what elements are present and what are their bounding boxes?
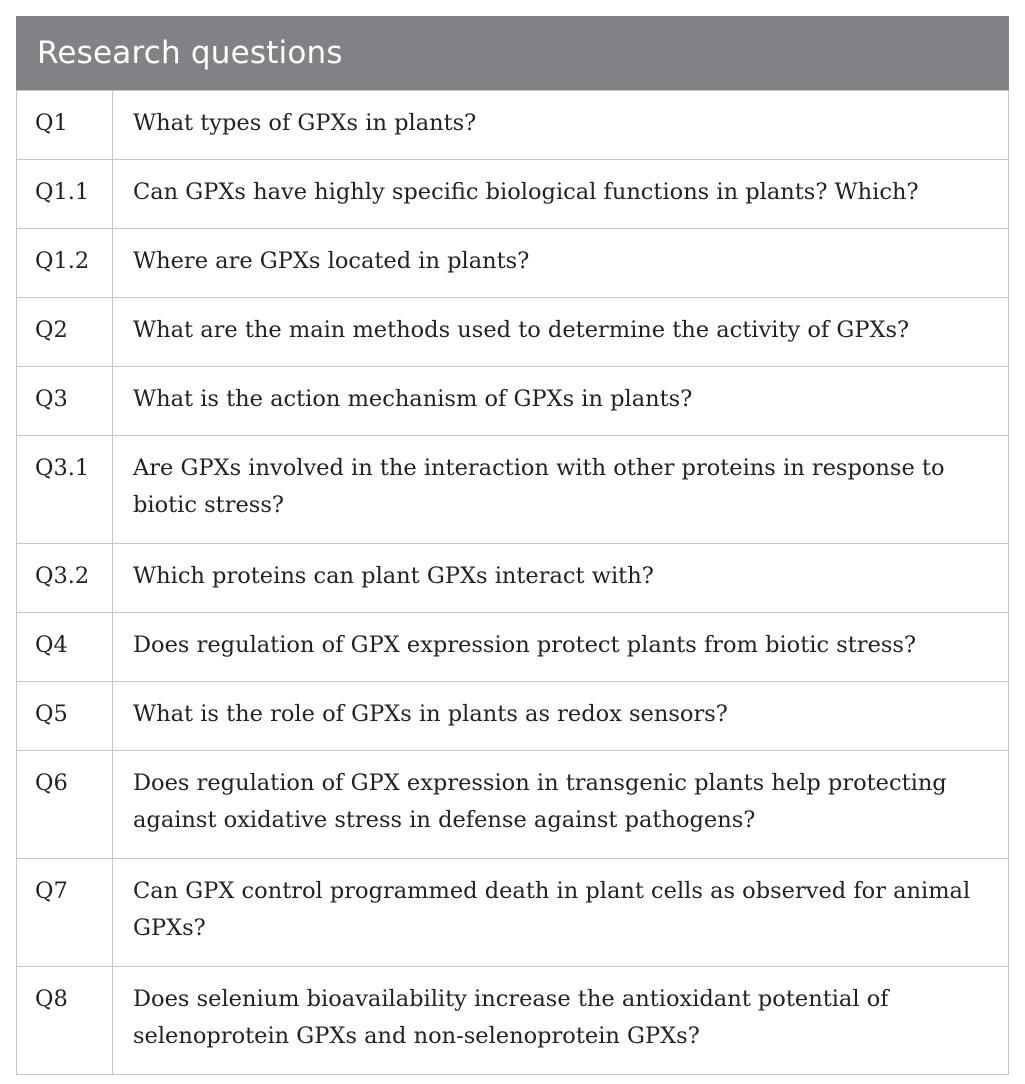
question-text: What types of GPXs in plants? [113,91,1009,160]
question-id: Q1.2 [17,229,113,298]
table-row [17,859,1009,967]
question-id: Q1.1 [17,160,113,229]
table-row [17,751,1009,859]
research-questions-table [16,16,1009,1075]
question-id: Q6 [17,751,113,859]
question-text: Does selenium bioavailability increase the antioxidant potential of selenoprotein GPXs and non-selenoprotein GPXs? [113,967,1009,1075]
question-text: Can GPX control programmed death in plant cells as observed for animal GPXs? [113,859,1009,967]
question-text: Which proteins can plant GPXs interact with? [113,544,1009,613]
table-row [17,544,1009,613]
table-row [17,91,1009,160]
table-row [17,436,1009,544]
question-id: Q3.2 [17,544,113,613]
table-row [17,367,1009,436]
table-title: Research questions [37,35,343,71]
question-id: Q2 [17,298,113,367]
question-id: Q7 [17,859,113,967]
table-row [17,160,1009,229]
question-text: Can GPXs have highly specific biological functions in plants? Which? [113,160,1009,229]
question-id: Q3.1 [17,436,113,544]
question-id: Q4 [17,613,113,682]
question-text: Does regulation of GPX expression in transgenic plants help protecting against oxidative stress in defense against pathogens? [113,751,1009,859]
table-row [17,298,1009,367]
questions-table-body [16,90,1009,1075]
table-row [17,229,1009,298]
question-id: Q1 [17,91,113,160]
question-id: Q5 [17,682,113,751]
question-text: Where are GPXs located in plants? [113,229,1009,298]
question-text: What is the action mechanism of GPXs in plants? [113,367,1009,436]
question-id: Q8 [17,967,113,1075]
question-text: Are GPXs involved in the interaction with other proteins in response to biotic stress? [113,436,1009,544]
question-text: What is the role of GPXs in plants as redox sensors? [113,682,1009,751]
table-row [17,967,1009,1075]
question-text: What are the main methods used to determine the activity of GPXs? [113,298,1009,367]
question-text: Does regulation of GPX expression protect plants from biotic stress? [113,613,1009,682]
table-row [17,682,1009,751]
table-row [17,613,1009,682]
question-id: Q3 [17,367,113,436]
table-header [16,16,1009,90]
